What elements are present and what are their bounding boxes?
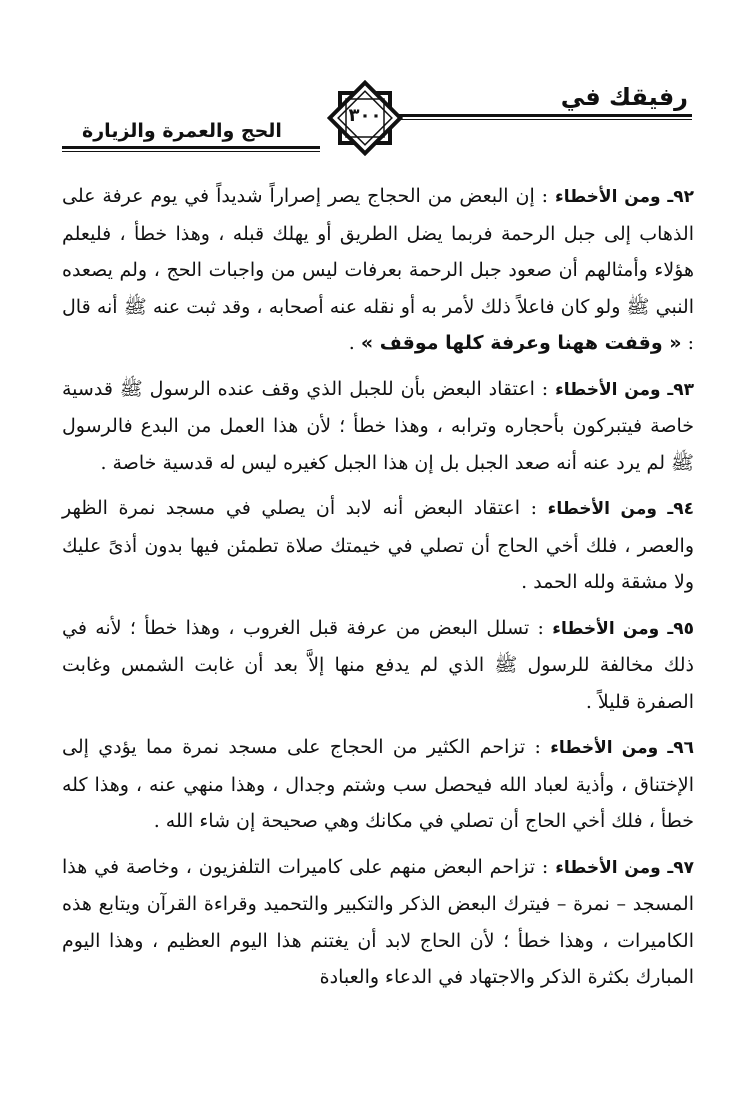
paragraph-95 (62, 610, 694, 721)
paragraph-text: : تزاحم البعض منهم على كاميرات التلفزيون ، وخاصة في هذا المسجد – نمرة – فيترك البعض الذكر والتكبير والتحميد وقراءة القرآن ويتابع هذه الكاميرات ، وهذا خطأ ؛ لأن الحاج لابد أن يغتنم هذا اليوم العظيم ، وهذا اليوم المبارك بكثرة الذكر والاجتهاد في الدعاء والعبادة (62, 855, 694, 988)
paragraph-96 (62, 729, 694, 840)
page-body (62, 178, 694, 1005)
paragraph-94 (62, 490, 694, 601)
paragraph-label: ٩٢ـ ومن الأخطاء (555, 187, 694, 207)
paragraph-label: ٩٧ـ ومن الأخطاء (555, 857, 694, 878)
header-book-subtitle: الحج والعمرة والزيارة (82, 120, 282, 142)
paragraph-text: : اعتقاد البعض بأن للجبل الذي وقف عنده الرسول ﷺ قدسية خاصة فيتبركون بأحجاره وترابه ، وهذا خطأ ؛ لأن هذا العمل من البدع فالرسول ﷺ لم يرد عنه أنه صعد الجبل بل إن هذا الجبل كغيره ليس له قدسية خاصة . (62, 377, 694, 474)
paragraph-label: ٩٤ـ ومن الأخطاء (547, 499, 694, 519)
paragraph-text: : اعتقاد البعض أنه لابد أن يصلي في مسجد نمرة الظهر والعصر ، فلك أخي الحاج أن تصلي في خيمتك صلاة تطمئن فيها بدون أذىً عليك ولا مشقة ولله الحمد . (62, 497, 694, 593)
header-rule-top (382, 114, 692, 117)
paragraph-label: ٩٥ـ ومن الأخطاء (552, 618, 694, 639)
paragraph-label: ٩٣ـ ومن الأخطاء (555, 379, 694, 400)
paragraph-tail: . (348, 332, 361, 354)
page-header (62, 70, 692, 150)
paragraph-text: : تزاحم الكثير من الحجاج على مسجد نمرة مما يؤدي إلى الإختناق ، وأذية لعباد الله فيحصل سب وشتم وجدال ، وهذا منهي عنه ، وهذا كله خطأ ، فلك أخي الحاج أن تصلي في مكانك وهي صحيحة إن شاء الله . (62, 736, 694, 832)
paragraph-label: ٩٦ـ ومن الأخطاء (550, 738, 694, 758)
header-rule-top-thin (382, 119, 692, 120)
page-number: ٣٠٠ (348, 105, 382, 126)
paragraph-text: : تسلل البعض من عرفة قبل الغروب ، وهذا خطأ ؛ لأنه في ذلك مخالفة للرسول ﷺ الذي لم يدفع منها إلاَّ بعد أن غابت الشمس وغابت الصفرة قليلاً . (62, 616, 694, 713)
page-number-badge (327, 80, 403, 156)
paragraph-97 (62, 849, 694, 996)
header-rule-bottom (62, 146, 320, 149)
header-book-title: رفيقك في (560, 83, 688, 111)
paragraph-93 (62, 371, 694, 482)
paragraph-text: : إن البعض من الحجاج يصر إصراراً شديداً في يوم عرفة على الذهاب إلى جبل الرحمة فربما يضل الطريق أو يهلك قبله ، وهذا خطأ ، فليعلم هؤلاء وأمثالهم أن صعود جبل الرحمة بعرفات ليس من واجبات الحج ، ولم يصعده النبي ﷺ ولو كان فاعلاً ذلك لأمر به أو نقله عنه أصحابه ، وقد ثبت عنه ﷺ أنه قال : (62, 185, 694, 354)
header-rule-bottom-thin (62, 151, 320, 152)
hadith-quote: « وقفت ههنا وعرفة كلها موقف » (360, 332, 682, 354)
paragraph-92 (62, 178, 694, 362)
